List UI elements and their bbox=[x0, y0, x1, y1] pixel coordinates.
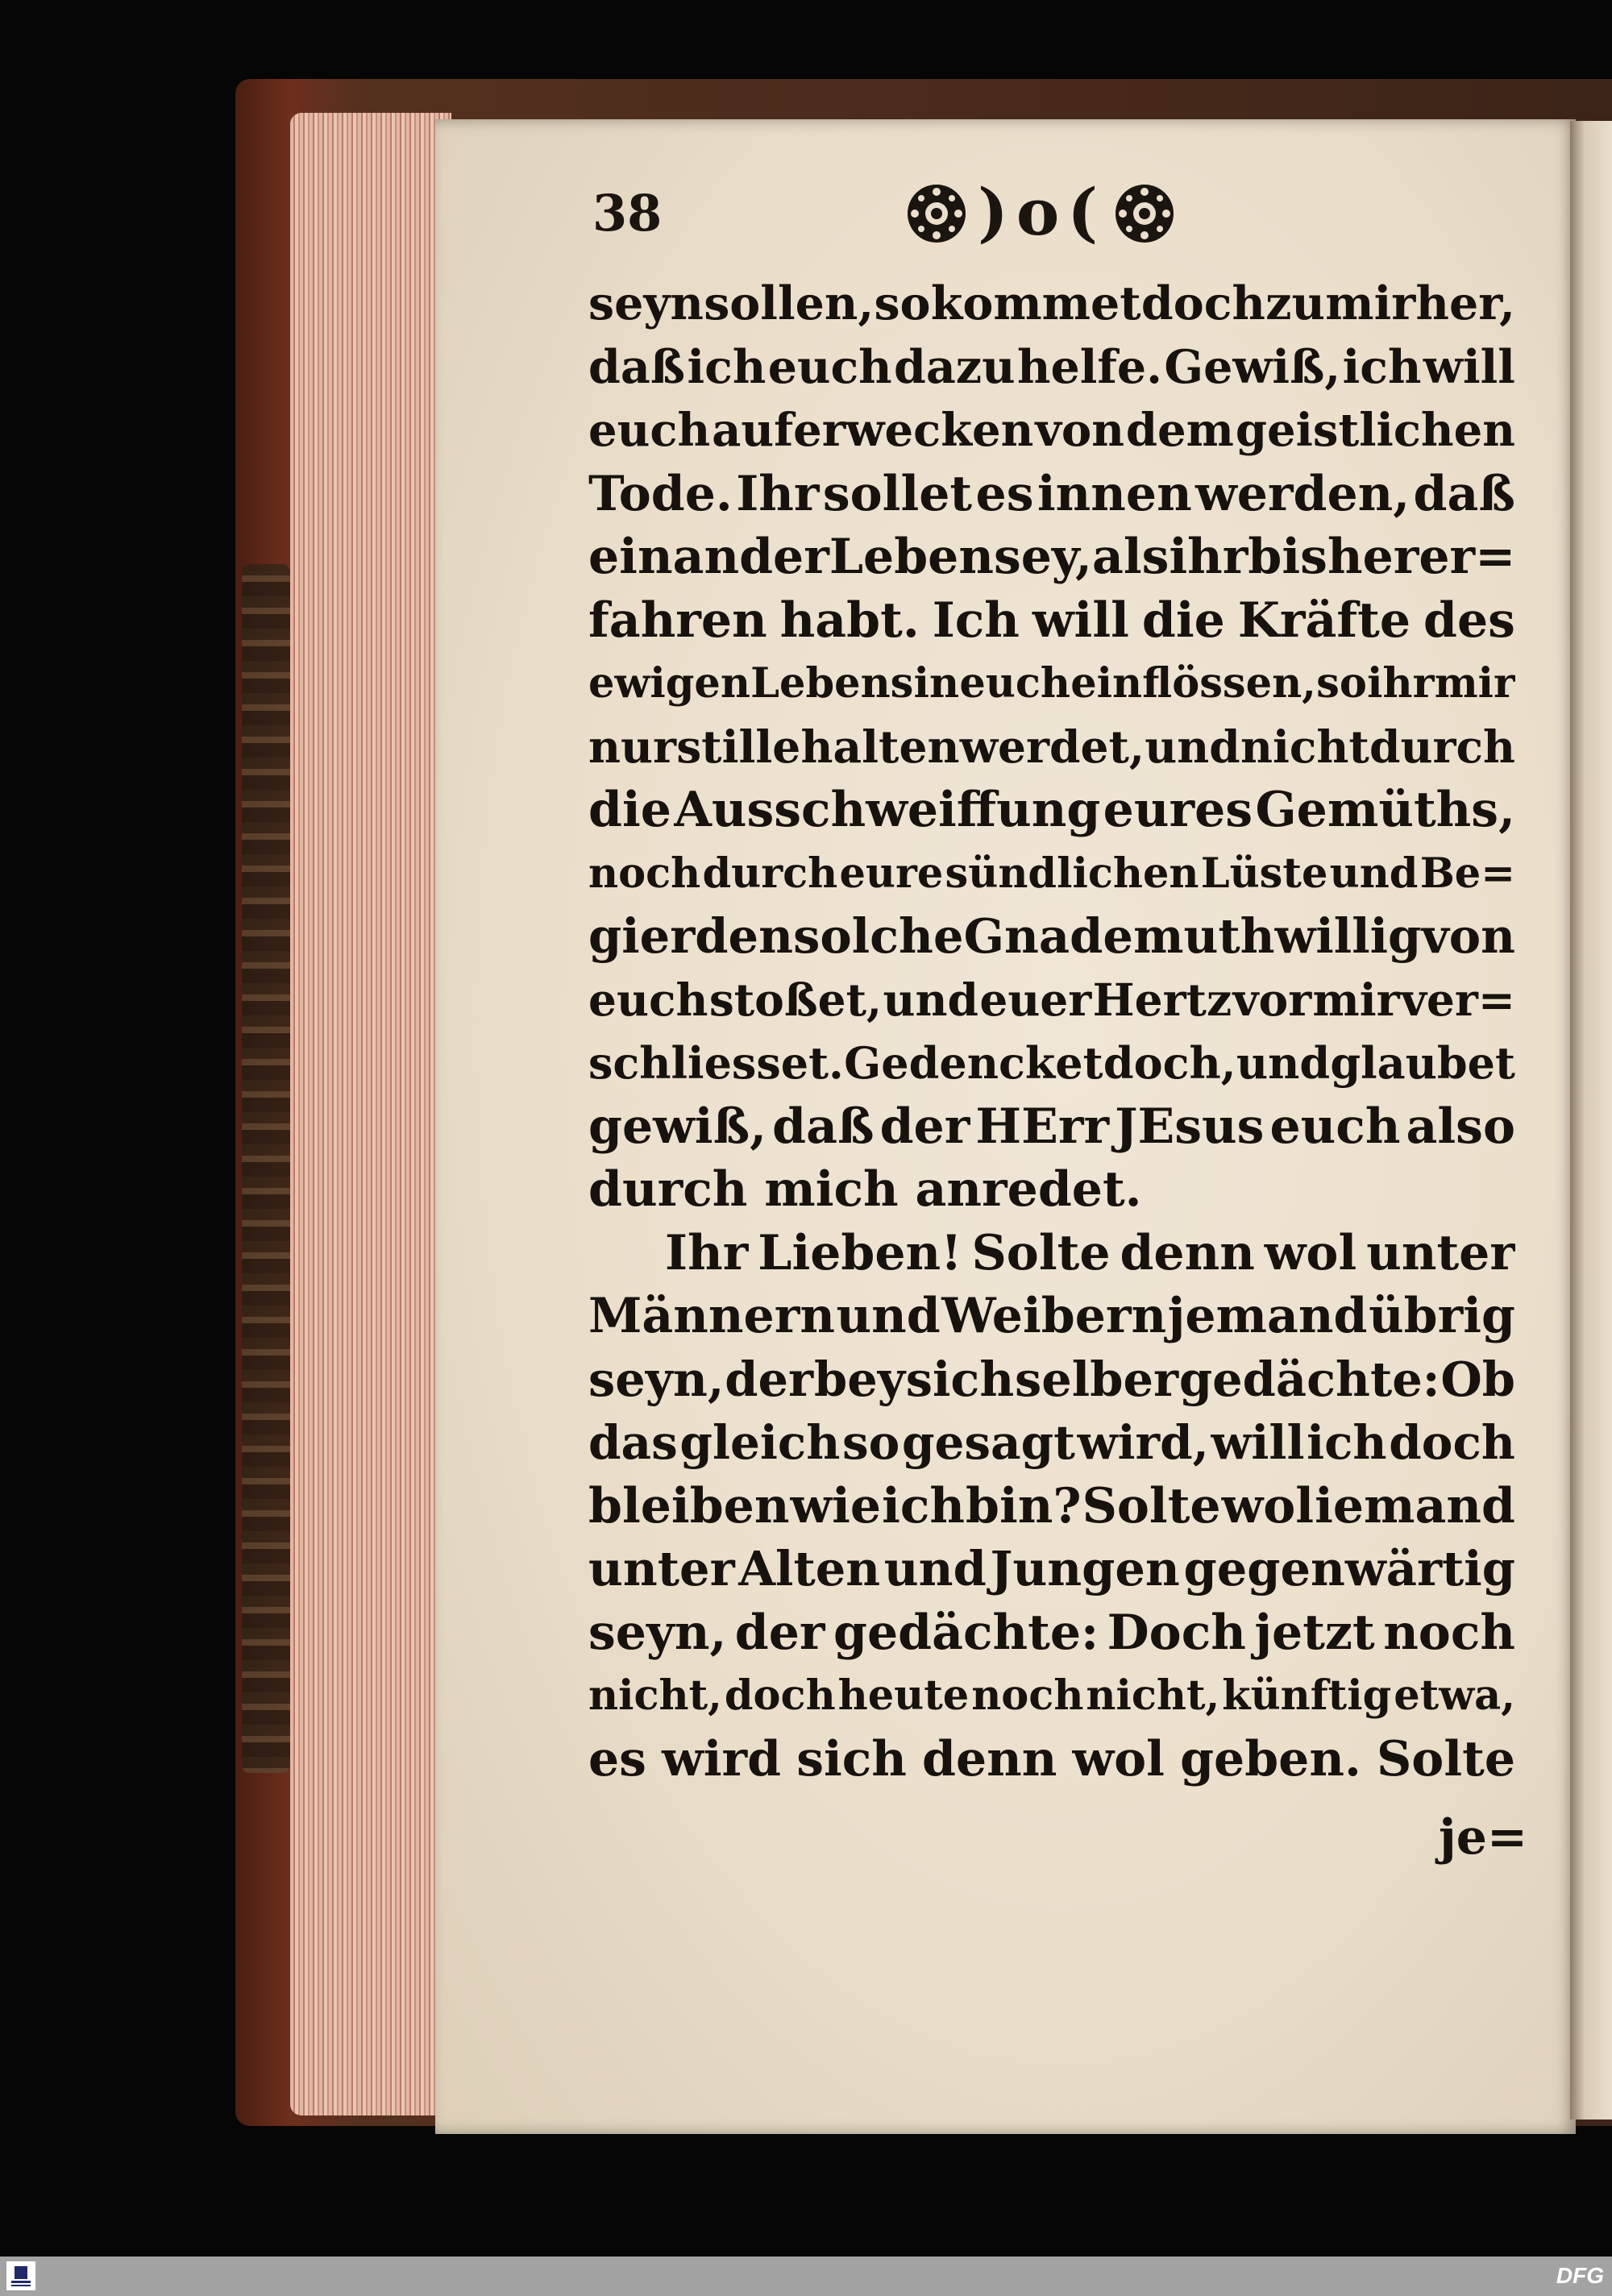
text-line: Tode. Ihr sollet es innen werden, daß bbox=[588, 465, 1515, 522]
text-line: euch auferwecken von dem geistlichen bbox=[588, 404, 1515, 457]
text-line: Männern und Weibern jemand übrig bbox=[588, 1288, 1515, 1344]
header-mark: )o( bbox=[978, 174, 1107, 250]
text-line: unter Alten und Jungen gegenwärtig bbox=[588, 1541, 1515, 1596]
text-line: es wird sich denn wol geben. Solte bbox=[588, 1730, 1515, 1787]
page-fore-edge bbox=[290, 113, 451, 2115]
text-line: fahren habt. Ich will die Kräfte des bbox=[588, 592, 1515, 649]
page-number: 38 bbox=[592, 184, 663, 243]
text-line: ein ander Leben sey, als ihr bisher er= bbox=[588, 529, 1515, 585]
text-line: seyn, der bey sich selber gedächte: Ob bbox=[588, 1351, 1515, 1407]
text-line: euch stoßet, und euer Hertz vor mir ver= bbox=[588, 973, 1515, 1026]
library-logo-icon bbox=[6, 2261, 35, 2290]
cover-wear bbox=[242, 564, 290, 1773]
catchword: je= bbox=[1439, 1809, 1528, 1866]
text-line: bleiben wie ich bin? Solte wol iemand bbox=[588, 1477, 1515, 1534]
viewer-footer-bar bbox=[0, 2257, 1612, 2296]
text-line: nicht, doch heute noch nicht, künftig etwa, bbox=[588, 1671, 1515, 1720]
page-header bbox=[592, 174, 1511, 258]
text-line: durch mich anredet. bbox=[588, 1161, 1142, 1218]
text-line: ewigen Lebens in euch einflössen, so ihr mir bbox=[588, 659, 1515, 708]
text-line: gewiß, daß der HErr JEsus euch also bbox=[588, 1098, 1515, 1155]
body-text bbox=[588, 272, 1515, 1791]
text-line: noch durch eure sündlichen Lüste und Be= bbox=[588, 849, 1515, 898]
text-line: die Ausschweiffung eures Gemüths, bbox=[588, 782, 1515, 838]
text-line: seyn, der gedächte: Doch jetzt noch bbox=[588, 1604, 1515, 1661]
flower-ornament-icon bbox=[1108, 177, 1181, 250]
text-line: Ihr Lieben! Solte denn wol unter bbox=[665, 1224, 1515, 1281]
text-line: das gleich so gesagt wird, will ich doch bbox=[588, 1415, 1515, 1470]
text-line: gierden solche Gnade muthwillig von bbox=[588, 908, 1515, 964]
text-line: daß ich euch dazu helfe. Gewiß, ich will bbox=[588, 339, 1515, 394]
text-line: nur stille halten werdet, und nicht durch bbox=[588, 720, 1515, 773]
book-gutter bbox=[1570, 121, 1612, 2120]
dfg-label: DFG bbox=[1556, 2263, 1604, 2288]
flower-ornament-icon bbox=[900, 177, 973, 250]
text-line: schliesset. Gedencket doch, und glaubet bbox=[588, 1037, 1515, 1089]
text-line: seyn sollen, so kommet doch zu mir her, bbox=[588, 276, 1515, 330]
